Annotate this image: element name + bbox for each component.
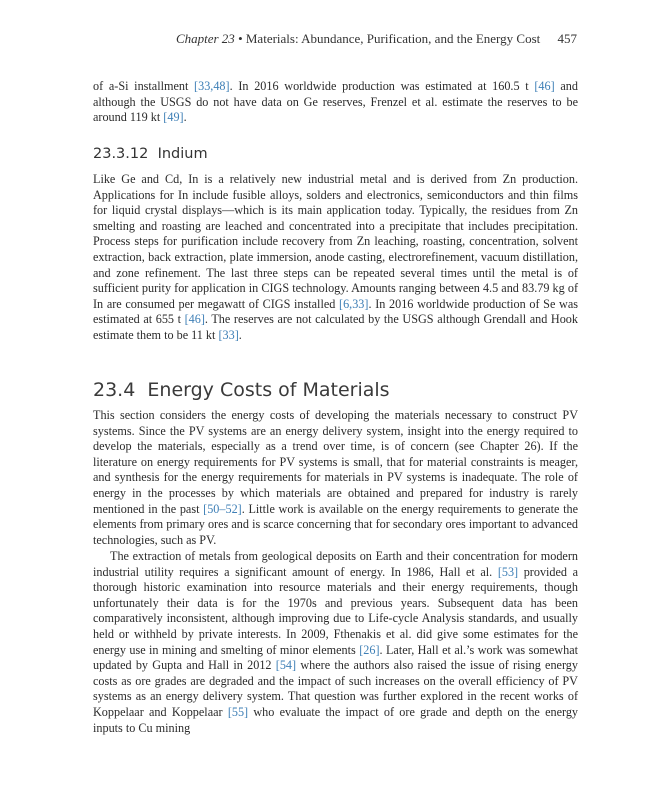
running-header [176, 31, 577, 47]
citation-link[interactable]: [46] [534, 79, 555, 93]
text-run: . The reserves are not calculated by the USGS although Grendall and Hook estimate them to be 11 kt [93, 312, 578, 342]
page-number: 457 [557, 31, 577, 46]
text-run: . In 2016 worldwide production was estimated at 160.5 t [229, 79, 535, 93]
subsection-heading-indium [93, 146, 208, 162]
section-title: Energy Costs of Materials [147, 379, 390, 401]
citation-link[interactable]: [49] [163, 110, 184, 125]
citation-link[interactable]: [26] [359, 642, 380, 657]
citation-link[interactable]: [55] [227, 704, 249, 719]
citation-link[interactable]: [50–52] [203, 501, 242, 516]
text-run: who evaluate the impact of ore grade and depth on the energy inputs to Cu mining [93, 704, 579, 735]
citation-link[interactable]: [46] [184, 312, 205, 327]
chapter-label: Chapter 23 [175, 31, 235, 46]
text-run: . [183, 110, 187, 125]
chapter-title: Materials: Abundance, Purification, and the Energy Cost [245, 31, 541, 46]
citation-link[interactable]: [53] [497, 564, 519, 579]
text-run: of a-Si installment [93, 79, 195, 93]
text-run: Like Ge and Cd, In is a relatively new industrial metal and is derived from Zn production. Applications for In include fusible alloys, solders and electronics, semiconductors and thin films for liquid crystal displays—which is its main application today. Typically, the residues from Zn smelting and roasting are leached and concentrated into a precipitate that includes precipitation. Process steps for purification include recovery from Zn leaching, roasting, concentration, solvent extraction, back extraction, plate immersion, anode casting, electrorefinement, vacuum distillation, and zone refinement. The last three steps can be repeated several times until the metal is of sufficient purity for application in CIGS technology. Amounts ranging between 4.5 and 83.79 kg of In are consumed per megawatt of CIGS installed [93, 172, 578, 311]
section-heading-energy-costs [93, 379, 390, 401]
paragraph-germanium-continued [93, 79, 578, 126]
citation-link[interactable]: [33] [218, 327, 239, 342]
text-run: and although the USGS do not have data on Ge reserves, Frenzel et al. estimate the reserves to be around 119 kt [93, 79, 578, 125]
text-run: . Later, Hall et al.’s work was somewhat updated by Gupta and Hall in 2012 [93, 642, 578, 673]
citation-link[interactable]: [6,33] [339, 296, 369, 311]
citation-link[interactable]: [54] [275, 658, 297, 673]
text-run: . Little work is available on the energy requirements to generate the elements from primary ores and is scarce concerning that for secondary ores important to advanced technologies, such as PV. [93, 501, 578, 547]
subsection-title: Indium [157, 146, 208, 162]
text-run: The extraction of metals from geological deposits on Earth and their concentration for modern industrial utility requires a significant amount of energy. In 1986, Hall et al. [93, 549, 578, 579]
section-number: 23.4 [93, 379, 136, 401]
text-run: provided a thorough historic examination into resource materials and their energy requirements, though unfortunately their data is for the 1970s and previous years. Subsequent data has been comparatively inconsistent, although improving due to Life-cycle Analysis standards, and usually held or withheld by private interests. In 2009, Fthenakis et al. did give some estimates for the energy use in mining and smelting of minor elements [93, 564, 579, 657]
text-run: . [238, 327, 242, 342]
paragraph-energy-costs-intro [93, 408, 578, 548]
text-run: This section considers the energy costs of developing the materials necessary to construct PV systems. Since the PV systems are an energy delivery system, insight into the energy required to develop the materials, especially as a trend over time, is of concern (see Chapter 26). If the literature on energy requirements for PV systems is small, that for material constraints is meager, and synthesis for the energy requirements for materials in PV systems is inadequate. The role of energy in the processes by which materials are obtained and prepared for industry is rarely mentioned in the past [93, 408, 578, 516]
text-run: . In 2016 worldwide production of Se was estimated at 655 t [93, 296, 578, 327]
paragraph-metal-extraction [93, 549, 578, 736]
paragraph-indium [93, 172, 578, 344]
subsection-number: 23.3.12 [93, 146, 149, 162]
header-bullet: • [238, 31, 243, 46]
citation-link[interactable]: [33,48] [194, 79, 230, 93]
text-run: where the authors also raised the issue of rising energy costs as ore grades are degraded and the impact of such increases on the overall efficiency of PV systems as an energy delivery system. That question was further explored in the recent works of Koppelaar and Koppelaar [93, 658, 578, 719]
